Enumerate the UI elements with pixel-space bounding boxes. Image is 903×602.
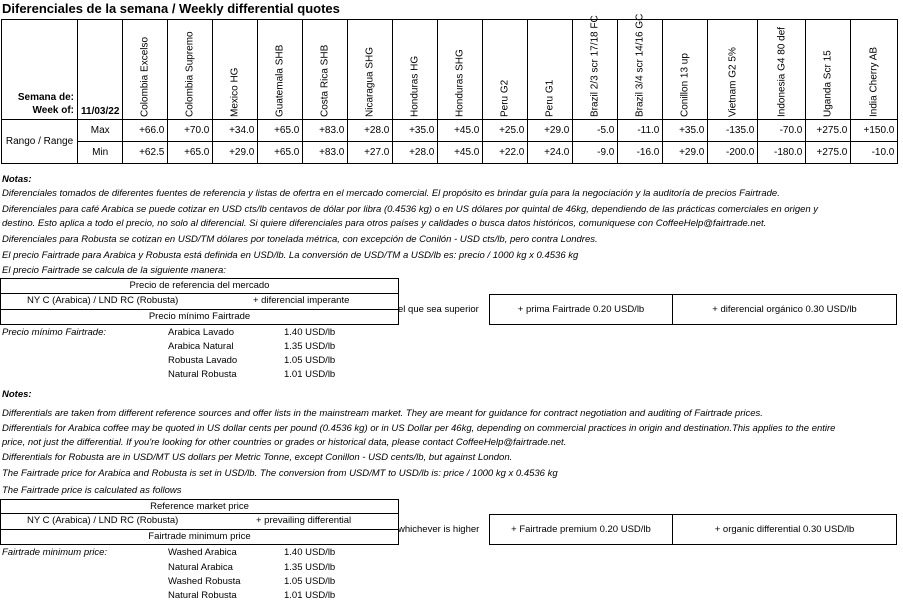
min-value-cell: +65.0 — [258, 142, 303, 164]
min-value-cell: +27.0 — [348, 142, 393, 164]
es-note-line: Diferenciales para café Arabica se puede cotizar en USD cts/lb centavos de dólar por libra (0.4536 kg) o en US dólares por quintal de 46kg, dependiendo de las prácticas comerciales en origen y — [2, 204, 819, 215]
column-header-label: Peru G2 — [499, 79, 511, 117]
column-header — [758, 20, 806, 120]
es-min-item-value: 1.35 USD/lb — [284, 341, 336, 352]
max-value-cell: +35.0 — [393, 120, 438, 142]
es-min-item-value: 1.05 USD/lb — [284, 355, 336, 366]
en-min-item-value: 1.01 USD/lb — [284, 590, 336, 601]
es-min-item-name: Arabica Lavado — [168, 327, 235, 338]
en-note-line: The Fairtrade price for Arabica and Robusta is set in USD/lb. The conversion from USD/MT to USD/lb is: price / 1000 kg x 0.4536 kg — [2, 468, 558, 479]
max-value-cell: -11.0 — [618, 120, 663, 142]
en-note-line: Differentials for Robusta are in USD/MT US dollars per Metric Tonne, except Conillon - USD cents/lb, but against London. — [2, 452, 513, 463]
es-premium-box: + prima Fairtrade 0.20 USD/lb — [489, 294, 673, 325]
min-value-cell: +65.0 — [168, 142, 213, 164]
max-value-cell: +150.0 — [851, 120, 898, 142]
max-value-cell: +275.0 — [806, 120, 851, 142]
min-value-cell: +28.0 — [393, 142, 438, 164]
column-header — [258, 20, 303, 120]
min-value-cell: -16.0 — [618, 142, 663, 164]
en-min-item-value: 1.40 USD/lb — [284, 547, 336, 558]
es-prevailing-label: + diferencial imperante — [253, 295, 350, 306]
es-min-item-name: Natural Robusta — [168, 369, 237, 380]
es-note-line: destino. Esto aplica a todo el precio, no solo al diferencial. Si quiere diferenciales para otros países y calidades o busca datos históricos, comuniquese con CoffeeHelp@fairtrade.net. — [2, 218, 767, 229]
column-header — [806, 20, 851, 120]
column-header — [573, 15, 618, 120]
es-min-item-value: 1.01 USD/lb — [284, 369, 336, 380]
max-value-cell: +83.0 — [303, 120, 348, 142]
column-header — [123, 20, 168, 120]
max-value-cell: +66.0 — [123, 120, 168, 142]
es-organic-box: + diferencial orgánico 0.30 USD/lb — [672, 294, 897, 325]
max-value-cell: +25.0 — [483, 120, 528, 142]
en-ref-price-box: Reference market price — [0, 499, 399, 514]
max-value-cell: +65.0 — [258, 120, 303, 142]
min-value-cell: +29.0 — [663, 142, 708, 164]
week-value: 11/03/22 — [78, 20, 123, 120]
week-label: Week of: — [32, 105, 74, 116]
page-title: Diferenciales de la semana / Weekly differential quotes — [2, 1, 340, 16]
column-header — [438, 20, 483, 120]
column-header-label: Uganda Scr 15 — [822, 50, 834, 117]
en-note-line: price, not just the differential. If you're looking for other countries or grades or historical data, please contact CoffeeHelp@fairtrade.net. — [2, 437, 567, 448]
week-header-label — [2, 20, 78, 120]
en-prevailing-label: + prevailing differential — [256, 515, 352, 526]
es-min-item-value: 1.40 USD/lb — [284, 327, 336, 338]
en-premium-box: + Fairtrade premium 0.20 USD/lb — [489, 514, 673, 545]
min-value-cell: +24.0 — [528, 142, 573, 164]
column-header-label: Costa Rica SHB — [319, 44, 331, 117]
en-note-line: Differentials are taken from different reference sources and offer lists in the mainstream market. They are meant for guidance for contract negotiation and auditing of Fairtrade prices. — [2, 408, 763, 419]
column-header-label: Guatemala SHB — [274, 44, 286, 117]
es-note-line: El precio Fairtrade para Arabica y Robusta está definida en USD/lb. La conversión de USD/TM a USD/lb es: precio / 1000 kg x 0.4536 kg — [2, 250, 579, 261]
en-min-item-name: Natural Arabica — [168, 562, 233, 573]
column-header-label: Vietnam G2 5% — [727, 47, 739, 117]
en-min-item-name: Natural Robusta — [168, 590, 237, 601]
es-formula-box — [0, 293, 399, 310]
column-header — [851, 20, 898, 120]
max-value-cell: +34.0 — [213, 120, 258, 142]
es-note-line: Diferenciales para Robusta se cotizan en USD/TM dólares por tonelada métrica, con excepción de Conilón - USD cts/lb, pero contra Londres. — [2, 234, 598, 245]
column-header — [483, 20, 528, 120]
column-header — [213, 20, 258, 120]
column-header-label: Honduras SHG — [454, 49, 466, 117]
es-min-item-name: Robusta Lavado — [168, 355, 238, 366]
column-header-label: Colombia Excelso — [139, 36, 151, 117]
min-value-cell: -180.0 — [758, 142, 806, 164]
es-min-item-name: Arabica Natural — [168, 341, 234, 352]
column-header-label: Peru G1 — [544, 79, 556, 117]
min-value-cell: +275.0 — [806, 142, 851, 164]
max-value-cell: +35.0 — [663, 120, 708, 142]
min-value-cell: +29.0 — [213, 142, 258, 164]
en-min-label: Fairtrade minimum price: — [2, 547, 108, 558]
max-value-cell: -5.0 — [573, 120, 618, 142]
es-min-label: Precio mínimo Fairtrade: — [2, 327, 107, 338]
es-notes-heading: Notas: — [2, 174, 32, 185]
max-value-cell: +45.0 — [438, 120, 483, 142]
max-value-cell: -135.0 — [708, 120, 758, 142]
max-value-cell: +70.0 — [168, 120, 213, 142]
column-header — [393, 20, 438, 120]
es-note-line: Diferenciales tomados de diferentes fuentes de referencia y listas de ofertra en el mercado comercial. El propósito es brindar guía para la negociación y la auditoría de precios Fairtrade. — [2, 188, 780, 199]
max-value-cell: +28.0 — [348, 120, 393, 142]
semana-label: Semana de: — [17, 92, 74, 103]
es-whichever-label: el que sea superior — [398, 304, 479, 315]
en-organic-box: + organic differential 0.30 USD/lb — [672, 514, 897, 545]
es-ref-price-box: Precio de referencia del mercado — [0, 278, 399, 294]
column-header — [663, 20, 708, 120]
es-nyc-label: NY C (Arabica) / LND RC (Robusta) — [27, 295, 179, 306]
column-header-label: Brazil 3/4 scr 14/16 GC — [634, 13, 646, 117]
column-header-label: Colombia Supremo — [184, 31, 196, 117]
en-min-item-name: Washed Robusta — [168, 576, 241, 587]
column-header-label: Honduras HG — [409, 55, 421, 117]
max-value-cell: +29.0 — [528, 120, 573, 142]
column-header-label: Nicaragua SHG — [364, 46, 376, 117]
min-value-cell: -200.0 — [708, 142, 758, 164]
en-min-item-name: Washed Arabica — [168, 547, 237, 558]
en-min-price-box: Fairtrade minimum price — [0, 529, 399, 545]
min-label: Min — [78, 142, 123, 164]
en-min-item-value: 1.05 USD/lb — [284, 576, 336, 587]
column-header — [708, 20, 758, 120]
es-min-price-box: Precio mínimo Fairtrade — [0, 309, 399, 325]
column-header-label: Conillon 13 up — [679, 53, 691, 117]
column-header-label: Indonesia G4 80 def — [776, 26, 788, 117]
es-note-line: El precio Fairtrade se calcula de la siguiente manera: — [2, 265, 226, 276]
column-header — [348, 20, 393, 120]
column-header — [528, 20, 573, 120]
range-label: Rango / Range — [2, 120, 78, 164]
en-note-line: Differentials for Arabica coffee may be quoted in US dollar cents per pound (0.4536 kg) or in US Dollar per 46kg, depending on commercial practices in origin and destination.This applies to the entire — [2, 423, 836, 434]
en-nyc-label: NY C (Arabica) / LND RC (Robusta) — [27, 515, 179, 526]
en-min-item-value: 1.35 USD/lb — [284, 562, 336, 573]
en-formula-box — [0, 513, 399, 530]
column-header — [168, 20, 213, 120]
en-whichever-label: whichever is higher — [398, 524, 480, 535]
min-value-cell: +45.0 — [438, 142, 483, 164]
max-value-cell: -70.0 — [758, 120, 806, 142]
min-value-cell: +83.0 — [303, 142, 348, 164]
min-value-cell: -9.0 — [573, 142, 618, 164]
column-header-label: Mexico HG — [229, 67, 241, 117]
en-notes-heading: Notes: — [2, 389, 32, 400]
column-header-label: India Cherry AB — [868, 46, 880, 117]
min-value-cell: +22.0 — [483, 142, 528, 164]
column-header-label: Brazil 2/3 scr 17/18 FC — [589, 15, 601, 117]
en-note-line: The Fairtrade price is calculated as follows — [2, 485, 182, 496]
max-label: Max — [78, 120, 123, 142]
min-value-cell: -10.0 — [851, 142, 898, 164]
min-value-cell: +62.5 — [123, 142, 168, 164]
differentials-table — [1, 13, 898, 164]
column-header — [618, 13, 663, 120]
column-header — [303, 20, 348, 120]
